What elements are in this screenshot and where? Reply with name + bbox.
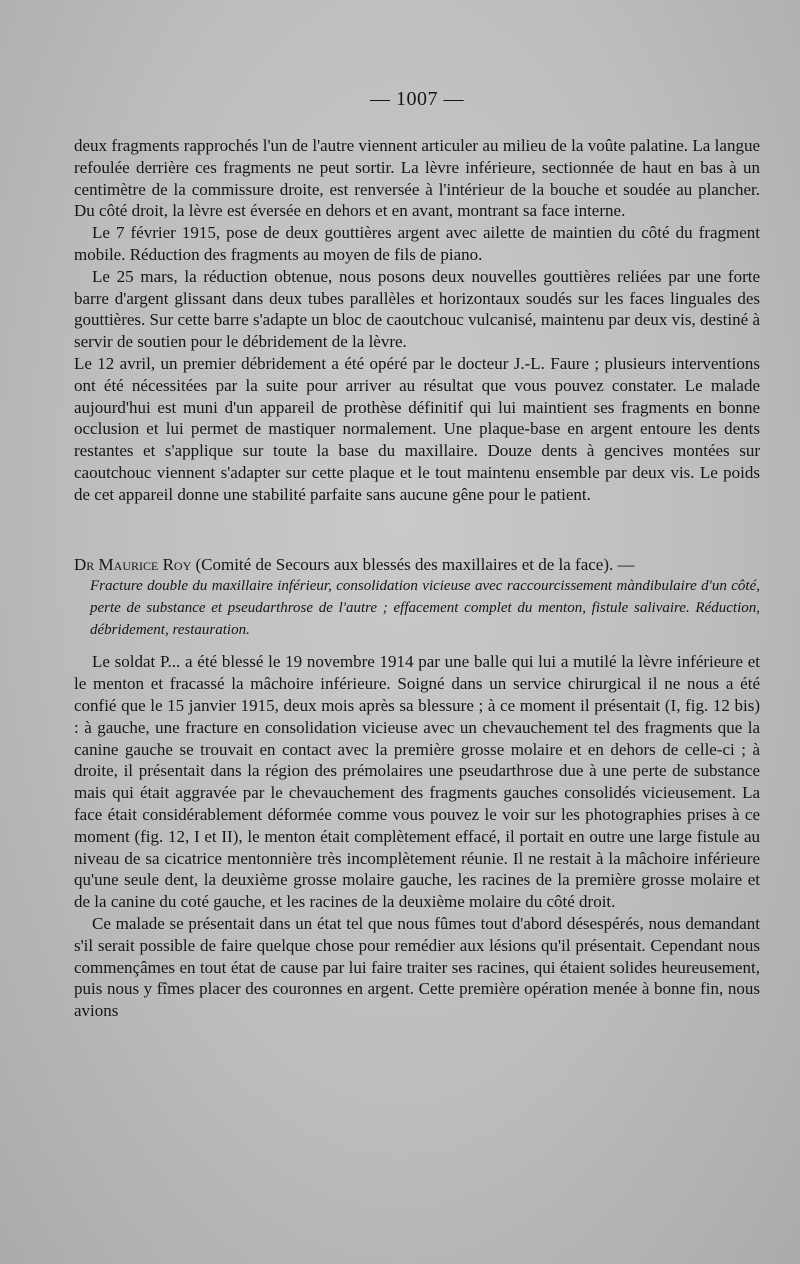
paragraph: Ce malade se présentait dans un état tel que nous fûmes tout d'abord désespérés, nous demandant s'il serait possible de faire quelque chose pour remédier aux lésions qu'il présentait. Cependant nous commençâmes en tout état de cause par lui faire traiter ses racines, qui étaient solides heureusement, puis nous y fîmes placer des couronnes en argent. Cette première opération menée à bonne fin, nous avions [74,913,760,1021]
paragraph: Le soldat P... a été blessé le 19 novembre 1914 par une balle qui lui a mutilé la lèvre inférieure et le menton et fracassé la mâchoire inférieure. Soigné dans un service chirurgical il ne nous a été confié que le 15 janvier 1915, deux mois après sa blessure ; à ce moment il présentait (I, fig. 12 bis) : à gauche, une fracture en consolidation vicieuse avec un chevauchement tel des fragments que la canine gauche se trouvait en contact avec la première grosse molaire et en dehors de celle-ci ; à droite, il présentait dans la région des prémolaires une pseudarthrose due à une perte de substance mais qui était aggravée par le chevauchement des fragments gauches consolidés vicieusement. La face était considérablement déformée comme vous pouvez le voir sur les photographies prises à ce moment (fig. 12, I et II), le menton était complètement effacé, il portait en outre une large fistule au niveau de sa cicatrice mentonnière très incomplètement réunie. Il ne restait à la mâchoire inférieure qu'une seule dent, la deuxième grosse molaire gauche, les racines de la première grosse molaire et de la canine du coté gauche, et les racines de la deuxième molaire du côté droit. [74,652,760,912]
section-affiliation: (Comité de Secours aux blessés des maxillaires et de la face). — [195,554,635,574]
paragraph: Le 25 mars, la réduction obtenue, nous posons deux nouvelles gouttières reliées par une forte barre d'argent glissant dans deux tubes parallèles et horizontaux soudés sur les faces linguales des gouttières. Sur cette barre s'adapte un bloc de caoutchouc vulcanisé, maintenu par deux vis, destiné à servir de soutien pour le débridement de la lèvre. [74,266,760,352]
paragraph: deux fragments rapprochés l'un de l'autre viennent articuler au milieu de la voûte palatine. La langue refoulée derrière ces fragments ne peut sortir. La lèvre inférieure, sectionnée de haut en bas à un centimètre de la commissure droite, est renversée à l'intérieur de la bouche et soudée au plancher. Du côté droit, la lèvre est éversée en dehors et en avant, montrant sa face interne. [74,136,760,221]
page-number: — 1007 — [370,88,464,110]
paragraph: Le 12 avril, un premier débridement a été opéré par le docteur J.-L. Faure ; plusieurs interventions ont été nécessitées par la suite pour arriver au résultat que vous pouvez constater. Le malade aujourd'hui est muni d'un appareil de prothèse définitif qui lui maintient ses fragments en bonne occlusion et lui permet de mastiquer normalement. Une plaque-base en argent entoure les dents restantes et s'applique sur toute la base du maxillaire. Douze dents à gencives montées sur caoutchouc viennent s'adapter sur cette plaque et le tout maintenu ensemble par deux vis. Le poids de cet appareil donne une stabilité parfaite sans aucune gêne pour le patient. [74,353,760,504]
text-block-bottom [74,651,760,1022]
section-heading [74,554,760,642]
paragraph: Le 7 février 1915, pose de deux gouttières argent avec ailette de maintien du côté du fragment mobile. Réduction des fragments au moyen de fils de piano. [74,223,760,264]
text-block-top [74,135,760,506]
section-subtitle: Fracture double du maxillaire inférieur, consolidation vicieuse avec raccourcissement màndibulaire d'un côté, perte de substance et pseudarthrose de l'autre ; effacement complet du menton, fistule salivaire. Réduction, débridement, restauration. [90,578,760,639]
section-author: Dr Maurice Roy [74,554,192,574]
